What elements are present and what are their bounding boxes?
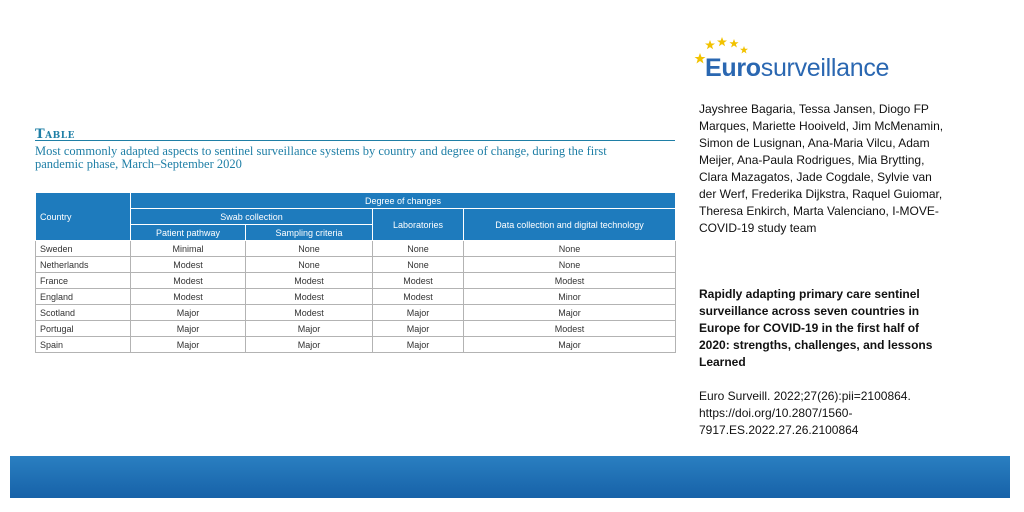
table-row [36, 305, 676, 321]
patient-pathway-cell: Major [131, 321, 246, 337]
caption-divider [35, 140, 675, 141]
patient-pathway-cell: Modest [131, 289, 246, 305]
country-cell: Spain [36, 337, 131, 353]
laboratories-cell: Modest [373, 273, 464, 289]
data-collection-cell: Major [464, 305, 676, 321]
table-row [36, 273, 676, 289]
header-swab-collection: Swab collection [131, 209, 373, 225]
data-collection-cell: None [464, 241, 676, 257]
header-sampling-criteria: Sampling criteria [246, 225, 373, 241]
data-collection-cell: Minor [464, 289, 676, 305]
sampling-criteria-cell: Modest [246, 273, 373, 289]
laboratories-cell: None [373, 257, 464, 273]
paper-title: Rapidly adapting primary care sentinel surveillance across seven countries in Europe for COVID-19 in the first half of 2020: strengths, challenges, and lessons Learned [699, 287, 933, 369]
header-patient-pathway: Patient pathway [131, 225, 246, 241]
sampling-criteria-cell: Major [246, 321, 373, 337]
laboratories-cell: Major [373, 337, 464, 353]
sampling-criteria-cell: Modest [246, 289, 373, 305]
data-collection-cell: None [464, 257, 676, 273]
header-country: Country [36, 193, 131, 241]
surveillance-table [35, 192, 676, 353]
table-row [36, 289, 676, 305]
data-collection-cell: Modest [464, 321, 676, 337]
data-collection-cell: Modest [464, 273, 676, 289]
sampling-criteria-cell: Modest [246, 305, 373, 321]
sampling-criteria-cell: None [246, 257, 373, 273]
laboratories-cell: None [373, 241, 464, 257]
header-degree: Degree of changes [131, 193, 676, 209]
table-row [36, 241, 676, 257]
table-row [36, 337, 676, 353]
header-laboratories: Laboratories [373, 209, 464, 241]
patient-pathway-cell: Minimal [131, 241, 246, 257]
header-data-collection: Data collection and digital technology [464, 209, 676, 241]
patient-pathway-cell: Major [131, 337, 246, 353]
country-cell: Sweden [36, 241, 131, 257]
country-cell: Portugal [36, 321, 131, 337]
citation: Euro Surveill. 2022;27(26):pii=2100864. https://doi.org/10.2807/1560-7917.ES.2022.27.26.2100864 [699, 389, 911, 437]
patient-pathway-cell: Modest [131, 257, 246, 273]
author-list: Jayshree Bagaria, Tessa Jansen, Diogo FP Marques, Mariette Hooiveld, Jim McMenamin, Simon de Lusignan, Ana-Maria Vilcu, Adam Meijer, Ana-Paula Rodrigues, Mia Brytting, Clara Mazagatos, Jade Cogdale, Sylvie van der Werf, Frederika Dijkstra, Raquel Guiomar, Theresa Enkirch, Marta Valenciano, I-MOVE-COVID-19 study team [699, 102, 944, 235]
laboratories-cell: Major [373, 305, 464, 321]
country-cell: Scotland [36, 305, 131, 321]
patient-pathway-cell: Major [131, 305, 246, 321]
sampling-criteria-cell: None [246, 241, 373, 257]
table-caption: Most commonly adapted aspects to sentinel surveillance systems by country and degree of change, during the first pandemic phase, March–September 2020 [35, 144, 607, 171]
table-row [36, 321, 676, 337]
country-cell: England [36, 289, 131, 305]
laboratories-cell: Modest [373, 289, 464, 305]
patient-pathway-cell: Modest [131, 273, 246, 289]
table-heading: Table [35, 127, 75, 142]
footer-bar [10, 456, 1010, 498]
country-cell: Netherlands [36, 257, 131, 273]
sampling-criteria-cell: Major [246, 337, 373, 353]
laboratories-cell: Major [373, 321, 464, 337]
data-collection-cell: Major [464, 337, 676, 353]
table-row [36, 257, 676, 273]
country-cell: France [36, 273, 131, 289]
eurosurveillance-logo: Eurosurveillance [705, 54, 890, 82]
